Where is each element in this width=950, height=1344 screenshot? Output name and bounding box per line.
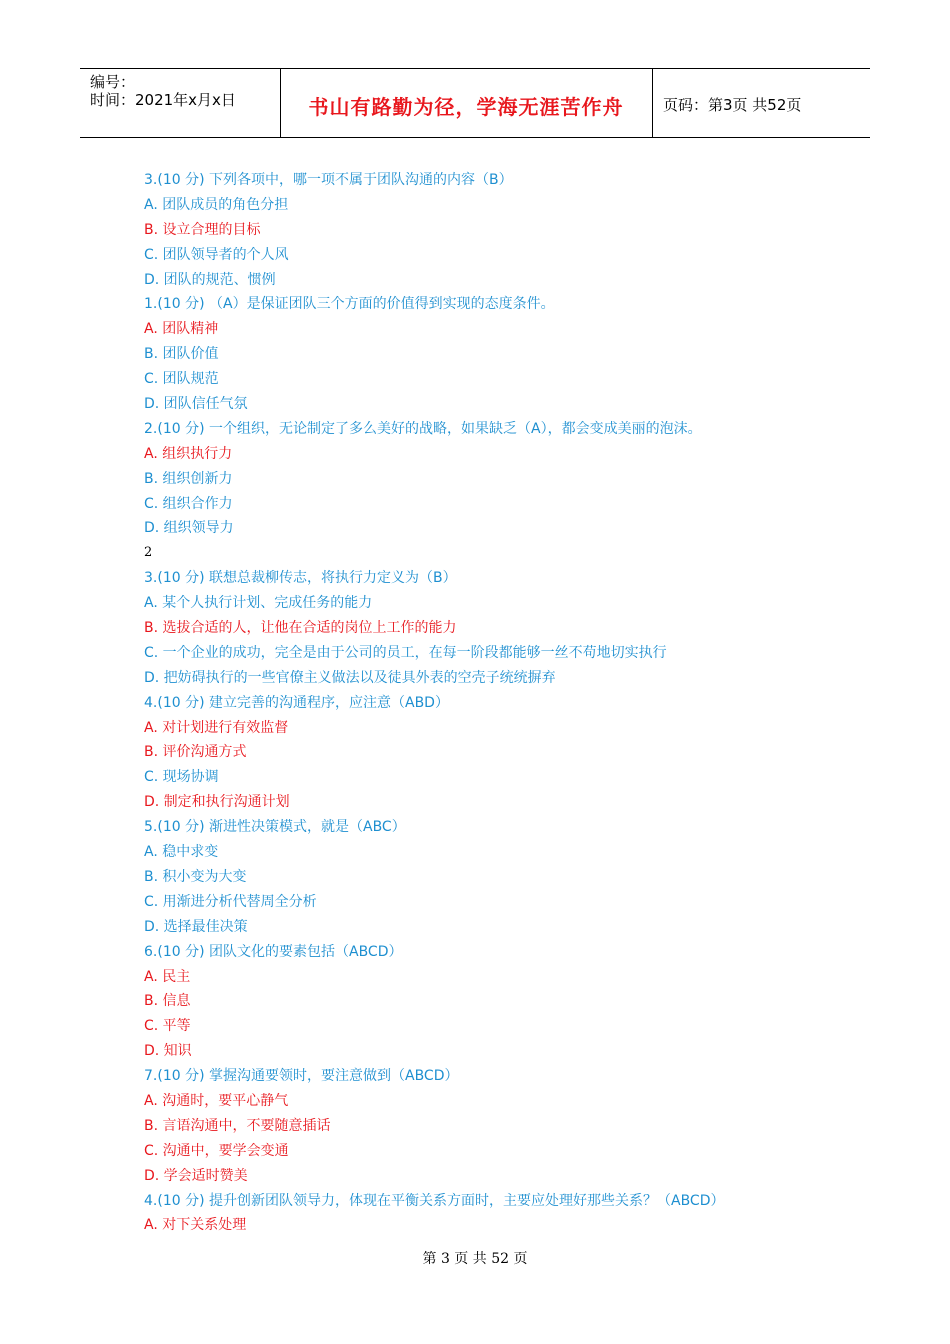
question-line: 2.(10 分) 一个组织，无论制定了多么美好的战略，如果缺乏（A），都会变成美丽的泡沫。 <box>144 420 702 437</box>
answer-option: C. 平等 <box>144 1018 191 1035</box>
answer-option: C. 团队领导者的个人风 <box>144 246 289 263</box>
answer-option: C. 用渐进分析代替周全分析 <box>144 893 317 910</box>
answer-option: A. 沟通时，要平心静气 <box>144 1092 289 1109</box>
answer-option: B. 组织创新力 <box>144 470 233 487</box>
answer-option: B. 信息 <box>144 993 191 1010</box>
question-line: 3.(10 分) 下列各项中，哪一项不属于团队沟通的内容（B） <box>144 172 513 188</box>
page-header <box>80 68 870 138</box>
question-line: 4.(10 分) 提升创新团队领导力，体现在平衡关系方面时，主要应处理好那些关系？（ABCD） <box>144 1192 725 1209</box>
header-meta-cell <box>80 69 281 137</box>
answer-option: A. 组织执行力 <box>144 445 233 462</box>
answer-option: D. 把妨碍执行的一些官僚主义做法以及徒具外表的空壳子统统摒弃 <box>144 669 556 686</box>
answer-option: A. 民主 <box>144 968 191 985</box>
answer-option: A. 对计划进行有效监督 <box>144 719 289 736</box>
answer-option: B. 选拔合适的人，让他在合适的岗位上工作的能力 <box>144 620 457 637</box>
answer-option: C. 现场协调 <box>144 769 219 786</box>
question-line: 1.(10 分) （A）是保证团队三个方面的价值得到实现的态度条件。 <box>144 296 555 313</box>
answer-option: D. 团队信任气氛 <box>144 396 248 413</box>
answer-option: D. 学会适时赞美 <box>144 1167 248 1184</box>
header-page-cell <box>653 69 870 137</box>
answer-option: D. 选择最佳决策 <box>144 918 248 935</box>
question-line: 4.(10 分) 建立完善的沟通程序，应注意（ABD） <box>144 694 449 711</box>
answer-option: D. 团队的规范、惯例 <box>144 271 276 288</box>
answer-option: D. 组织领导力 <box>144 520 234 537</box>
header-motto-cell <box>280 69 653 137</box>
time-label: 时间：2021年x月x日 <box>90 91 236 109</box>
answer-option: B. 积小变为大变 <box>144 868 247 885</box>
answer-option: A. 团队成员的角色分担 <box>144 196 289 213</box>
answer-option: B. 团队价值 <box>144 346 219 363</box>
page-footer: 第 3 页 共 52 页 <box>422 1251 528 1267</box>
answer-option: B. 评价沟通方式 <box>144 744 247 761</box>
question-line: 6.(10 分) 团队文化的要素包括（ABCD） <box>144 943 403 960</box>
answer-option: A. 某个人执行计划、完成任务的能力 <box>144 595 373 612</box>
question-line: 5.(10 分) 渐进性决策模式，就是（ABC） <box>144 819 406 836</box>
answer-option: A. 稳中求变 <box>144 844 219 861</box>
answer-option: A. 对下关系处理 <box>144 1217 247 1234</box>
number-label: 编号： <box>90 73 136 91</box>
answer-option: D. 知识 <box>144 1043 192 1060</box>
question-line: 3.(10 分) 联想总裁柳传志，将执行力定义为（B） <box>144 570 457 587</box>
document-body <box>144 168 844 1238</box>
section-number: 2 <box>144 545 153 561</box>
answer-option: C. 组织合作力 <box>144 495 233 512</box>
answer-option: C. 一个企业的成功，完全是由于公司的员工，在每一阶段都能够一丝不苟地切实执行 <box>144 644 667 661</box>
answer-option: D. 制定和执行沟通计划 <box>144 794 290 811</box>
motto: 书山有路勤为径，学海无涯苦作舟 <box>308 95 624 119</box>
question-line: 7.(10 分) 掌握沟通要领时，要注意做到（ABCD） <box>144 1068 459 1085</box>
answer-option: B. 设立合理的目标 <box>144 221 261 238</box>
answer-option: C. 沟通中，要学会变通 <box>144 1142 289 1159</box>
page-info: 页码：第3页 共52页 <box>663 96 802 114</box>
answer-option: A. 团队精神 <box>144 321 219 338</box>
answer-option: C. 团队规范 <box>144 371 219 388</box>
answer-option: B. 言语沟通中，不要随意插话 <box>144 1117 331 1134</box>
